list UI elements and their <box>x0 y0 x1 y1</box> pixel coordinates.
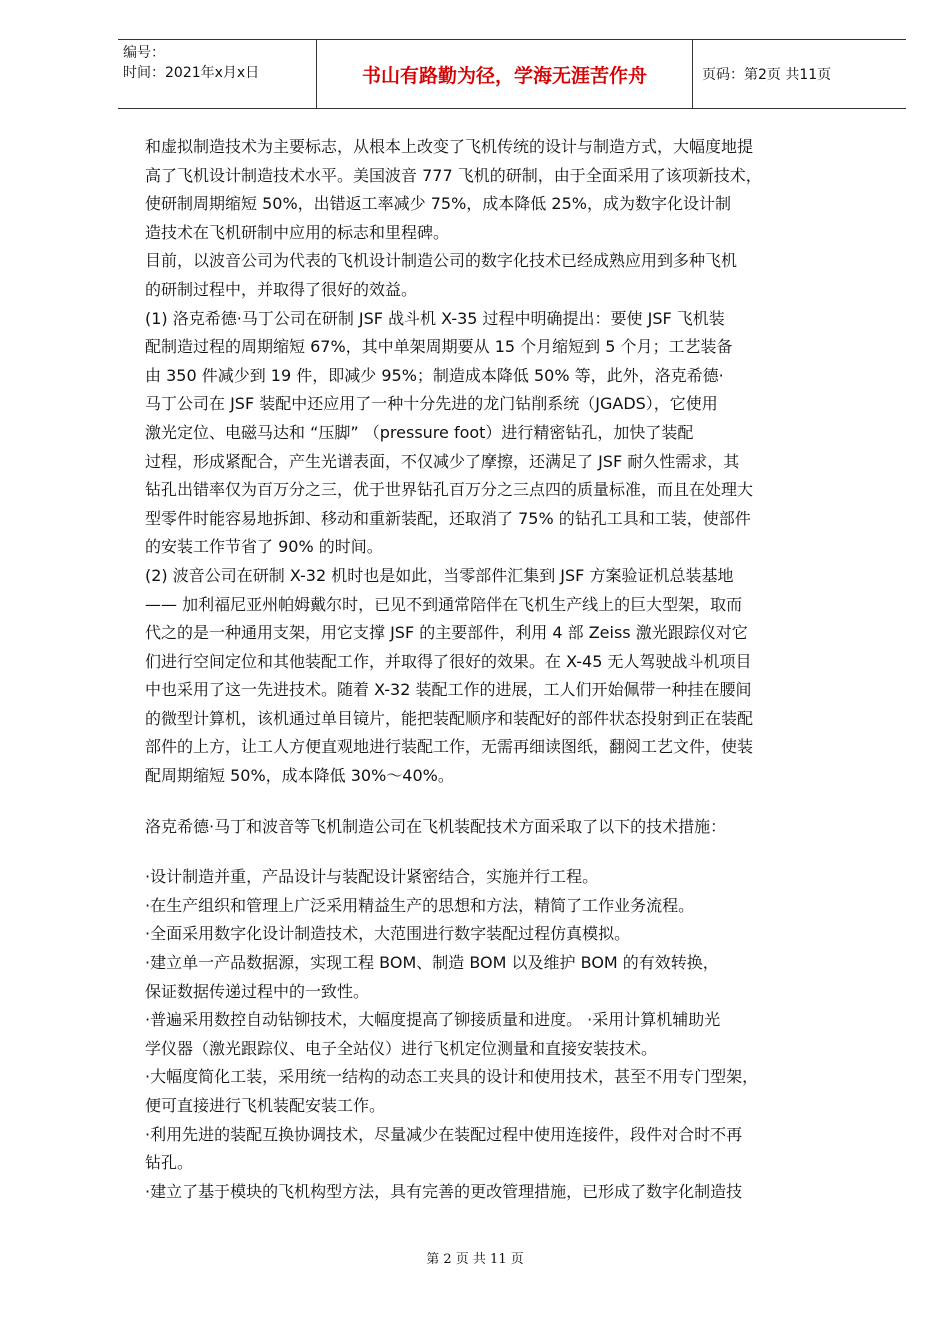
body-line: 马丁公司在 JSF 装配中还应用了一种十分先进的龙门钻削系统（JGADS），它使用 <box>145 394 718 414</box>
blank-line <box>145 791 885 813</box>
page-footer: 第 2 页 共 11 页 <box>426 1252 524 1267</box>
body-line: 钻孔出错率仅为百万分之三，优于世界钻孔百万分之三点四的质量标准，而且在处理大 <box>145 480 754 500</box>
body-line: 过程，形成紧配合，产生光谱表面，不仅减少了摩擦，还满足了 JSF 耐久性需求，其 <box>145 451 740 471</box>
body-line: ·建立单一产品数据源，实现工程 BOM、制造 BOM 以及维护 BOM 的有效转换， <box>145 953 719 973</box>
body-line: ·建立了基于模块的飞机构型方法，具有完善的更改管理措施，已形成了数字化制造技 <box>145 1181 743 1201</box>
body-line: —— 加利福尼亚州帕姆戴尔时，已见不到通常陪伴在飞机生产线上的巨大型架，取而 <box>145 594 743 614</box>
document-time: 时间：2021年x月x日 <box>123 65 260 81</box>
body-line: 钻孔。 <box>145 1153 194 1173</box>
body-line: 便可直接进行飞机装配安装工作。 <box>145 1096 386 1115</box>
header-motto: 书山有路勤为径，学海无涯苦作舟 <box>316 40 693 108</box>
body-line: ·大幅度简化工装，采用统一结构的动态工夹具的设计和使用技术，甚至不用专门型架， <box>145 1067 759 1087</box>
body-line: 保证数据传递过程中的一致性。 <box>145 981 370 1001</box>
body-line: 激光定位、电磁马达和 “压脚” （pressure foot）进行精密钻孔，加快了装配 <box>145 422 694 442</box>
header-meta <box>118 40 316 111</box>
body-line: 高了飞机设计制造技术水平。美国波音 777 飞机的研制，由于全面采用了该项新技术， <box>145 165 762 185</box>
blank-line <box>145 841 885 863</box>
body-line: 和虚拟制造技术为主要标志，从根本上改变了飞机传统的设计与制造方式，大幅度地提 <box>145 137 754 156</box>
body-line: 的研制过程中，并取得了很好的效益。 <box>145 279 418 299</box>
document-body <box>145 133 885 1206</box>
body-line: ·利用先进的装配互换协调技术，尽量减少在装配过程中使用连接件，段件对合时不再 <box>145 1124 743 1144</box>
body-line: 目前，以波音公司为代表的飞机设计制造公司的数字化技术已经成熟应用到多种飞机 <box>145 251 738 271</box>
body-line: 洛克希德·马丁和波音等飞机制造公司在飞机装配技术方面采取了以下的技术措施： <box>145 816 727 836</box>
body-line: ·在生产组织和管理上广泛采用精益生产的思想和方法，精简了工作业务流程。 <box>145 895 695 915</box>
body-line: 学仪器（激光跟踪仪、电子全站仪）进行飞机定位测量和直接安装技术。 <box>145 1038 658 1058</box>
body-line: 的安装工作节省了 90% 的时间。 <box>145 537 383 557</box>
body-line: ·全面采用数字化设计制造技术，大范围进行数字装配过程仿真模拟。 <box>145 924 631 944</box>
body-line: ·设计制造并重，产品设计与装配设计紧密结合，实施并行工程。 <box>145 867 599 887</box>
body-line: 配周期缩短 50%，成本降低 30%～40%。 <box>145 766 454 786</box>
body-line: 们进行空间定位和其他装配工作，并取得了很好的效果。在 X-45 无人驾驶战斗机项目 <box>145 651 752 671</box>
page-header <box>118 39 906 109</box>
body-line: 代之的是一种通用支架，用它支撑 JSF 的主要部件，利用 4 部 Zeiss 激光跟踪仪对它 <box>145 623 748 643</box>
body-line: (1) 洛克希德·马丁公司在研制 JSF 战斗机 X-35 过程中明确提出：要使 JSF 飞机装 <box>145 308 725 328</box>
body-line: 型零件时能容易地拆卸、移动和重新装配，还取消了 75% 的钻孔工具和工装，使部件 <box>145 508 751 528</box>
body-line: 的微型计算机，该机通过单目镜片，能把装配顺序和装配好的部件状态投射到正在装配 <box>145 708 754 728</box>
body-line: 使研制周期缩短 50%，出错返工率减少 75%，成本降低 25%，成为数字化设计制 <box>145 194 731 214</box>
body-line: 由 350 件减少到 19 件，即减少 95%；制造成本降低 50% 等，此外，洛克希德· <box>145 365 724 385</box>
body-line: 中也采用了这一先进技术。随着 X-32 装配工作的进展，工人们开始佩带一种挂在腰间 <box>145 680 752 700</box>
body-line: ·普遍采用数控自动钻铆技术，大幅度提高了铆接质量和进度。 ·采用计算机辅助光 <box>145 1010 721 1030</box>
header-page-number: 页码：第2页 共11页 <box>702 67 832 83</box>
body-line: 配制造过程的周期缩短 67%，其中单架周期要从 15 个月缩短到 5 个月；工艺装备 <box>145 337 733 357</box>
body-line: 造技术在飞机研制中应用的标志和里程碑。 <box>145 222 450 242</box>
body-line: (2) 波音公司在研制 X-32 机时也是如此，当零部件汇集到 JSF 方案验证机总装基地 <box>145 565 734 585</box>
body-line: 部件的上方，让工人方便直观地进行装配工作，无需再细读图纸，翻阅工艺文件，使装 <box>145 737 754 757</box>
document-number: 编号： <box>123 45 165 61</box>
